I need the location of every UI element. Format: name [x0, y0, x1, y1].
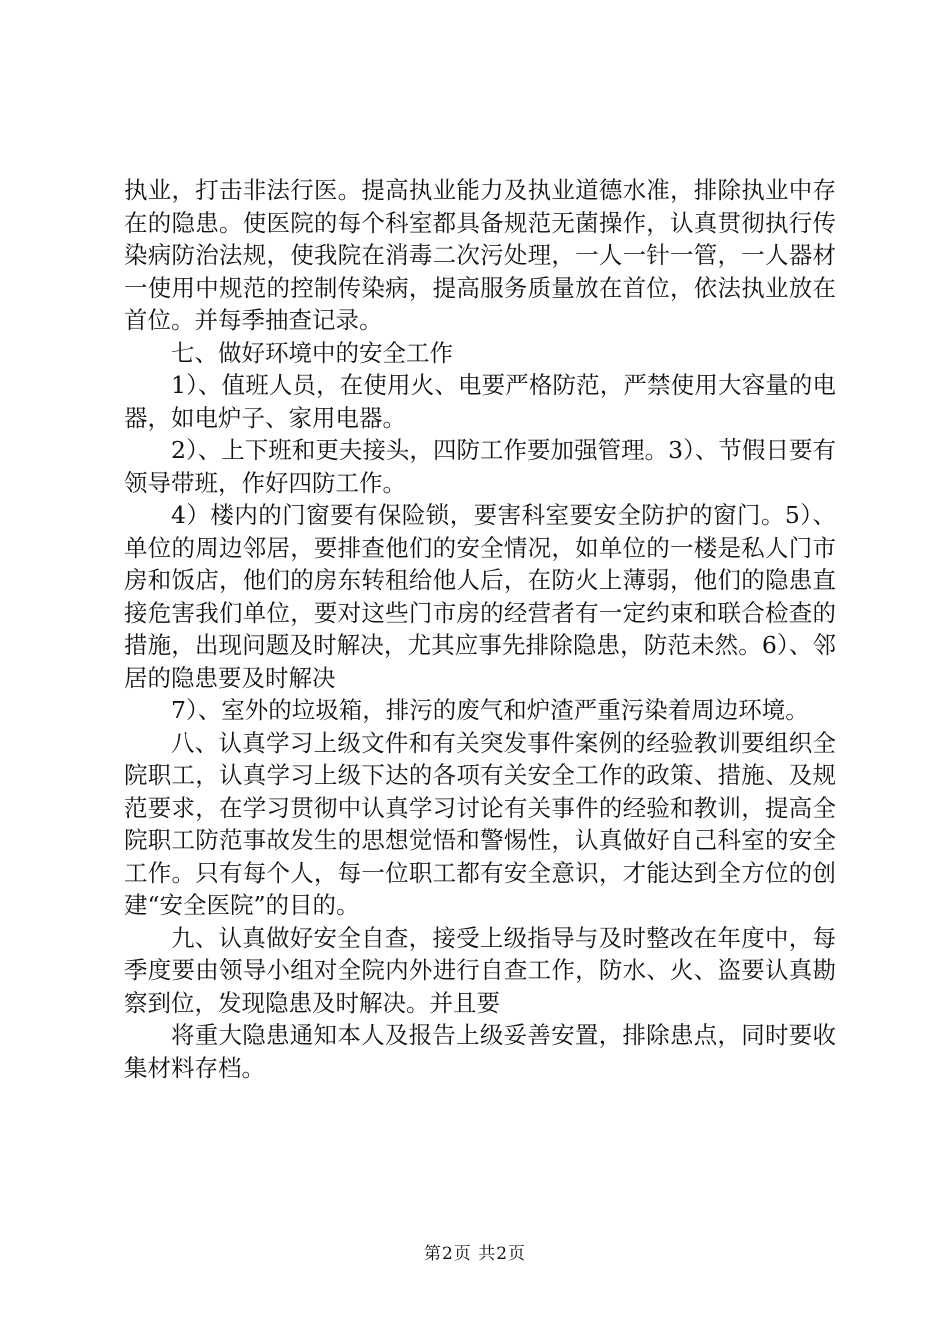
closing-paragraph: 将重大隐患通知本人及报告上级妥善安置，排除患点，同时要收集材料存档。 [124, 1021, 836, 1082]
section-heading-7: 七、做好环境中的安全工作 [171, 338, 453, 367]
paragraph-item-2-3: 2）、上下班和更夫接头，四防工作要加强管理。3）、节假日要有领导带班，作好四防工作。 [124, 436, 836, 497]
page-number-footer: 第2页 共2页 [423, 1244, 527, 1264]
section-9-paragraph: 九、认真做好安全自查，接受上级指导与及时整改在年度中，每季度要由领导小组对全院内外进行自查工作，防水、火、盗要认真勘察到位，发现隐患及时解决。并且要 [124, 923, 836, 1017]
paragraph-continuation: 执业，打击非法行医。提高执业能力及执业道德水准，排除执业中存在的隐患。使医院的每个科室都具备规范无菌操作，认真贯彻执行传染病防治法规，使我院在消毒二次污处理，一人一针一管，一人器材一使用中规范的控制传染病，提高服务质量放在首位，依法执业放在首位。并每季抽查记录。 [124, 176, 836, 334]
paragraph-item-4-6: 4）楼内的门窗要有保险锁，要害科室要安全防护的窗门。5）、单位的周边邻居，要排查他们的安全情况，如单位的一楼是私人门市房和饭店，他们的房东转租给他人后，在防火上薄弱，他们的隐患直接危害我们单位，要对这些门市房的经营者有一定约束和联合检查的措施，出现问题及时解决，尤其应事先排除隐患，防范未然。6）、邻居的隐患要及时解决 [124, 501, 836, 692]
document-body [124, 174, 836, 1084]
paragraph-item-1: 1）、值班人员，在使用火、电要严格防范，严禁使用大容量的电器，如电炉子、家用电器。 [124, 371, 836, 432]
section-8-paragraph: 八、认真学习上级文件和有关突发事件案例的经验教训要组织全院职工，认真学习上级下达的各项有关安全工作的政策、措施、及规范要求，在学习贯彻中认真学习讨论有关事件的经验和教训，提高全院职工防范事故发生的思想觉悟和警惕性，认真做好自己科室的安全工作。只有每个人，每一位职工都有安全意识，才能达到全方位的创建“安全医院”的目的。 [124, 728, 836, 919]
paragraph-item-7: 7）、室外的垃圾箱，排污的废气和炉渣严重污染着周边环境。 [171, 696, 809, 724]
